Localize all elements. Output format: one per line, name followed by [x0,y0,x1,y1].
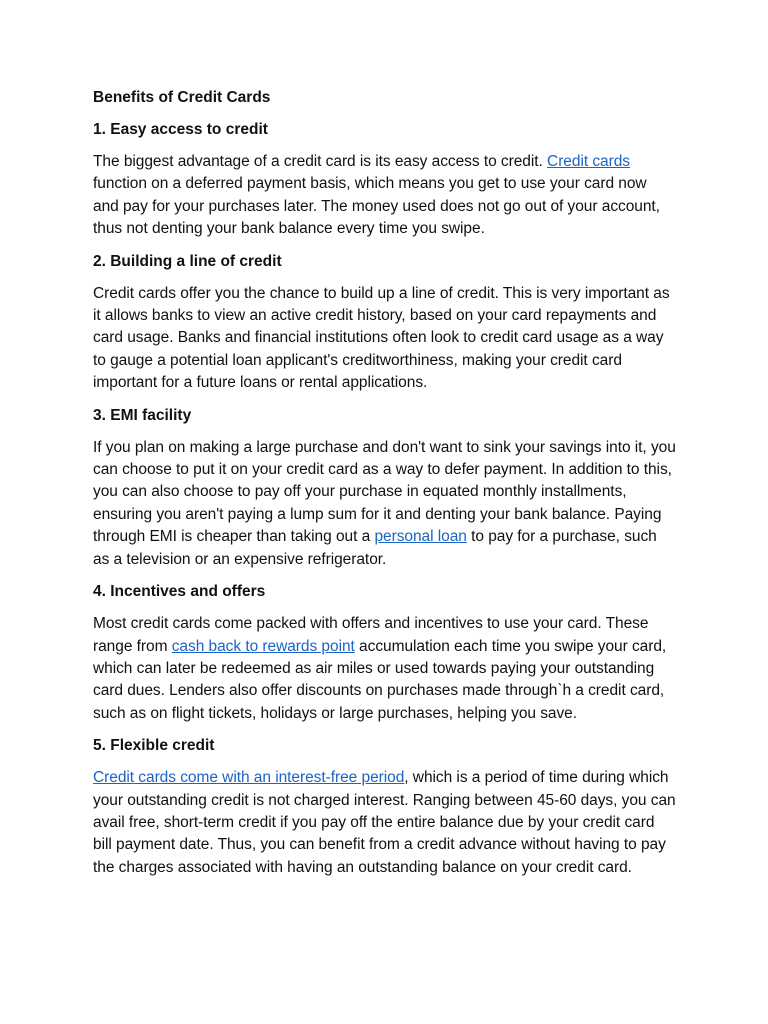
personal-loan-link[interactable]: personal loan [374,528,467,546]
paragraph-text: If you plan on making a large purchase and don't want to sink your savings into it, you can choose to put it on your credit card as a way to defer payment. In addition to this, you can also choose to pay off your purchase in equated monthly installments, ensuring you aren't paying a lump sum for it and denting your bank balance. Paying through EMI is cheaper than taking out a [93,438,676,546]
paragraph-text: function on a deferred payment basis, which means you get to use your card now and pay for your purchases later. The money used does not go out of your account, thus not denting your bank balance every time you swipe. [93,175,660,238]
cash-back-rewards-link[interactable]: cash back to rewards point [171,637,355,655]
credit-cards-link[interactable]: Credit cards [547,153,631,170]
document-title: Benefits of Credit Cards [93,89,271,106]
interest-free-period-link[interactable]: Credit cards come with an interest-free period [93,769,405,787]
section-heading-incentives: 4. Incentives and offers [93,583,266,601]
paragraph-line-of-credit: Credit cards offer you the chance to build up a line of credit. This is very important as it allows banks to view an active credit history, based on your card repayments and card usage. Banks and financial institutions often look to credit card usage as a way to gauge a potential loan applicant's creditworthiness, making your credit card important for a future loans or rental applications. [93,284,670,392]
section-heading-emi: 3. EMI facility [93,406,192,424]
paragraph-easy-access [93,151,676,241]
paragraph-text: accumulation each time you swipe your card, which can later be redeemed as air miles or used towards paying your outstanding card dues. Lenders also offer discounts on purchases made through`h a credit card, such as on flight tickets, holidays or large purchases, helping you save. [93,637,667,722]
paragraph-text: The biggest advantage of a credit card is its easy access to credit. [93,153,548,170]
section-heading-line-of-credit: 2. Building a line of credit [93,252,282,270]
paragraph-text: , which is a period of time during which your outstanding credit is not charged interest. Ranging between 45-60 days, you can avail free, short-term credit if you pay off the entire balance due by your credit card bill payment date. Thus, you can benefit from a credit advance without having to pay the charges associated with having an outstanding balance on your credit card. [93,769,676,876]
paragraph-incentives [93,613,676,725]
paragraph-emi [93,437,676,571]
paragraph-text: to pay for a purchase, such as a television or an expensive refrigerator. [93,528,657,568]
paragraph-text: Most credit cards come packed with offers and incentives to use your card. These range from [93,615,649,655]
section-heading-easy-access: 1. Easy access to credit [93,121,268,138]
paragraph-flexible-credit [93,767,676,879]
section-heading-flexible-credit: 5. Flexible credit [93,737,215,755]
